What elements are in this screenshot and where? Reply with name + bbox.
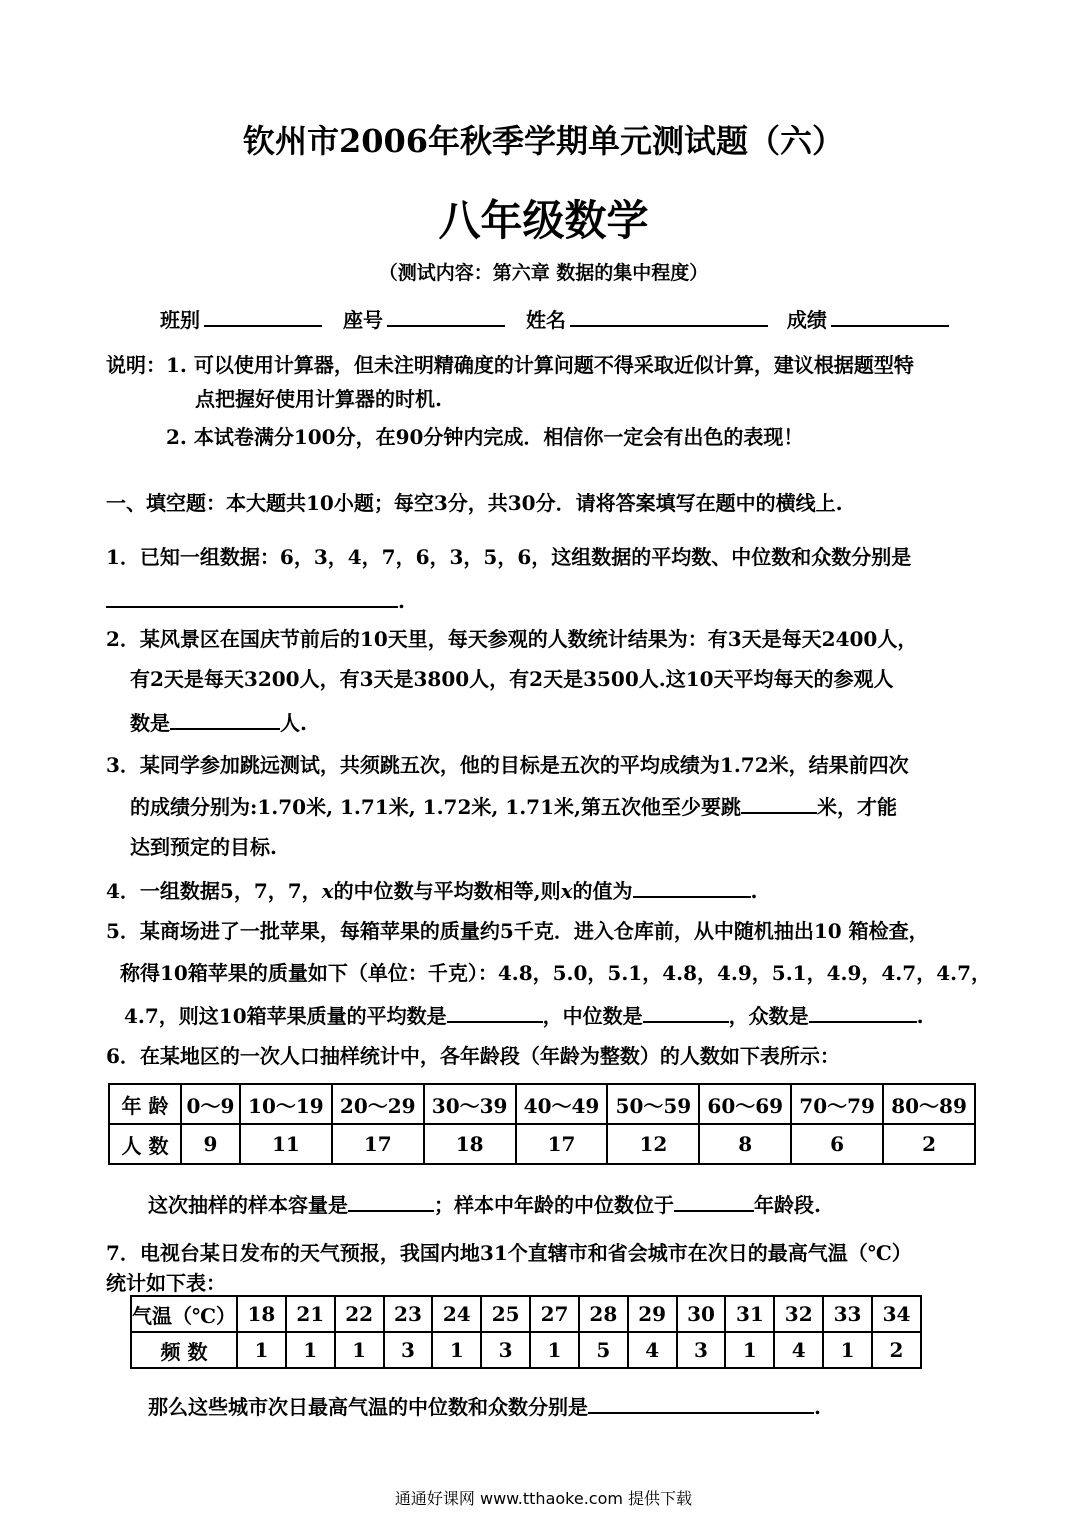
q5-mode-blank[interactable]: [809, 1001, 917, 1023]
freq-cell: 4: [774, 1332, 823, 1368]
class-blank[interactable]: [204, 305, 322, 327]
instructions-item2: 2. 本试卷满分100分，在90分钟内完成．相信你一定会有出色的表现！: [166, 425, 804, 449]
age-range-cell: 50～59: [607, 1084, 699, 1124]
temp-cell: 24: [432, 1296, 481, 1332]
instructions-prefix: 说明：: [106, 353, 166, 377]
question-6-after: 这次抽样的样本容量是 ；样本中年龄的中位数位于 年龄段.: [148, 1190, 821, 1218]
count-cell: 18: [424, 1124, 516, 1164]
freq-cell: 1: [432, 1332, 481, 1368]
freq-cell: 3: [481, 1332, 530, 1368]
name-blank[interactable]: [570, 305, 768, 327]
question-3-line1: 3．某同学参加跳远测试，共须跳五次，他的目标是五次的平均成绩为1.72米，结果前四次: [106, 753, 909, 777]
age-range-cell: 40～49: [516, 1084, 608, 1124]
count-cell: 6: [791, 1124, 883, 1164]
freq-row-label: 频 数: [131, 1332, 237, 1368]
q4-answer-blank[interactable]: [633, 876, 751, 898]
temp-cell: 25: [481, 1296, 530, 1332]
age-range-cell: 10～19: [240, 1084, 332, 1124]
question-6-line1: 6．在某地区的一次人口抽样统计中，各年龄段（年龄为整数）的人数如下表所示：: [106, 1044, 840, 1068]
question-5-line1: 5．某商场进了一批苹果，每箱苹果的质量约5千克．进入仓库前，从中随机抽出10 箱检查，: [106, 919, 929, 943]
age-distribution-table: [108, 1083, 976, 1165]
freq-cell: 1: [237, 1332, 286, 1368]
exam-subject: 八年级数学: [438, 196, 649, 245]
age-range-cell: 0～9: [181, 1084, 240, 1124]
question-3-line2: 的成绩分别为:1.70米, 1.71米, 1.72米, 1.71米,第五次他至少要跳 米，才能: [130, 792, 897, 820]
count-cell: 8: [699, 1124, 791, 1164]
temp-cell: 31: [725, 1296, 774, 1332]
temp-cell: 34: [872, 1296, 921, 1332]
temp-cell: 28: [579, 1296, 628, 1332]
question-5-line3: 4.7，则这10箱苹果质量的平均数是 ，中位数是 ，众数是 .: [124, 1001, 924, 1029]
count-cell: 9: [181, 1124, 240, 1164]
count-cell: 2: [883, 1124, 975, 1164]
count-row-label: 人 数: [109, 1124, 181, 1164]
age-range-cell: 20～29: [332, 1084, 424, 1124]
footer-download-note: 通通好课网 www.tthaoke.com 提供下载: [394, 1489, 693, 1508]
temp-cell: 18: [237, 1296, 286, 1332]
name-label: 姓名: [525, 308, 566, 332]
q5-median-blank[interactable]: [643, 1001, 729, 1023]
age-range-cell: 30～39: [424, 1084, 516, 1124]
temp-row-label: 气温（℃）: [131, 1296, 237, 1332]
q7-answer-blank[interactable]: [588, 1392, 814, 1414]
temp-table-header-row: [131, 1296, 921, 1332]
freq-cell: 5: [579, 1332, 628, 1368]
temp-table-freq-row: [131, 1332, 921, 1368]
age-range-cell: 70～79: [791, 1084, 883, 1124]
question-7-line2: 统计如下表：: [106, 1271, 226, 1295]
question-2-line3: 数是 人.: [130, 708, 307, 736]
age-range-cell: 80～89: [883, 1084, 975, 1124]
exam-title: 钦州市2006年秋季学期单元测试题（六）: [242, 122, 845, 160]
freq-cell: 1: [286, 1332, 335, 1368]
question-7-line1: 7．电视台某日发布的天气预报，我国内地31个直辖市和省会城市在次日的最高气温（℃）: [106, 1241, 912, 1265]
temp-cell: 23: [384, 1296, 433, 1332]
question-2-line1: 2．某风景区在国庆节前后的10天里，每天参观的人数统计结果为：有3天是每天2400人，: [106, 627, 918, 651]
count-cell: 17: [332, 1124, 424, 1164]
freq-cell: 1: [335, 1332, 384, 1368]
q2-answer-blank[interactable]: [170, 708, 280, 730]
age-table-count-row: [109, 1124, 975, 1164]
section1-heading: 一、填空题：本大题共10小题；每空3分，共30分．请将答案填写在题中的横线上.: [106, 491, 843, 515]
count-cell: 12: [607, 1124, 699, 1164]
exam-scope: （测试内容：第六章 数据的集中程度）: [378, 262, 709, 284]
score-label: 成绩: [786, 308, 827, 332]
question-4: 4．一组数据5，7，7，x的中位数与平均数相等,则x的值为 .: [106, 876, 757, 904]
instructions-item1-line2: 点把握好使用计算器的时机.: [195, 387, 442, 411]
age-range-cell: 60～69: [699, 1084, 791, 1124]
question-3-line3: 达到预定的目标.: [130, 835, 277, 859]
freq-cell: 1: [725, 1332, 774, 1368]
question-2-line2: 有2天是每天3200人，有3天是3800人，有2天是3500人.这10天平均每天的参观人: [130, 667, 894, 691]
instructions-item1-line1: 说明：1. 可以使用计算器，但未注明精确度的计算问题不得采取近似计算，建议根据题型特: [106, 353, 914, 377]
temp-cell: 27: [530, 1296, 579, 1332]
temperature-table: [130, 1295, 922, 1369]
temp-cell: 33: [823, 1296, 872, 1332]
question-1-line2: .: [106, 586, 405, 614]
q6-sample-size-blank[interactable]: [348, 1190, 434, 1212]
age-table-header-row: [109, 1084, 975, 1124]
freq-cell: 3: [384, 1332, 433, 1368]
q6-median-range-blank[interactable]: [674, 1190, 754, 1212]
question-1-line1: 1．已知一组数据：6，3，4，7，6，3，5，6，这组数据的平均数、中位数和众数分别是: [106, 545, 912, 569]
age-row-label: 年 龄: [109, 1084, 181, 1124]
temp-cell: 29: [628, 1296, 677, 1332]
temp-cell: 32: [774, 1296, 823, 1332]
seat-blank[interactable]: [387, 305, 505, 327]
freq-cell: 3: [677, 1332, 726, 1368]
count-cell: 17: [516, 1124, 608, 1164]
count-cell: 11: [240, 1124, 332, 1164]
seat-label: 座号: [342, 308, 383, 332]
question-7-after: 那么这些城市次日最高气温的中位数和众数分别是 .: [148, 1392, 821, 1420]
class-label: 班别: [160, 308, 200, 332]
student-info-row: [160, 304, 949, 333]
freq-cell: 4: [628, 1332, 677, 1368]
score-blank[interactable]: [831, 305, 949, 327]
q5-mean-blank[interactable]: [447, 1001, 543, 1023]
freq-cell: 1: [530, 1332, 579, 1368]
question-5-line2: 称得10箱苹果的质量如下（单位：千克）：4.8，5.0，5.1，4.8，4.9，5.1，4.9，4.7，4.7，: [120, 961, 991, 985]
temp-cell: 30: [677, 1296, 726, 1332]
temp-cell: 21: [286, 1296, 335, 1332]
freq-cell: 1: [823, 1332, 872, 1368]
freq-cell: 2: [872, 1332, 921, 1368]
q3-answer-blank[interactable]: [741, 792, 817, 814]
temp-cell: 22: [335, 1296, 384, 1332]
q1-answer-blank[interactable]: [106, 586, 398, 608]
